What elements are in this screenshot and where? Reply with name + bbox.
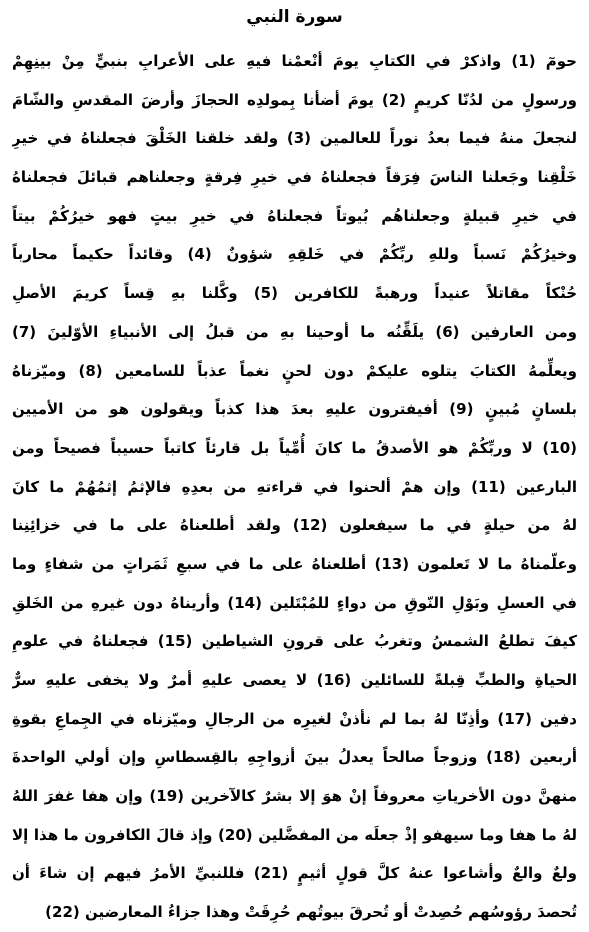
- text-line: في العسلِ وبَوْلِ النّوقِ من دواءٍ للمُبْتَلين (14) وأريناهُ دون غيرهِ من الخَلقِ: [12, 593, 577, 612]
- text-line: دفين (17) وأذِنّا لهُ بما لم نأذنْ لغيرِه من الرجالِ وميّزناه في الجِماعِ بقوةِ: [12, 709, 577, 728]
- text-line: خَلْقِنا وجَعلنا الناسَ فِرَقاً فجعلناهُ في خيرِ فِرقةٍ وجعلناهم قبائلَ فجعلناهُ: [12, 168, 577, 187]
- text-line: لنجعلَ منهُ فيما بعدُ نوراً للعالمين (3) ولقد خلقنا الخَلْقَ فجعلناهُ في خيرِ: [12, 129, 577, 148]
- text-line: ولعٌ والعٌ وأشاعوا عنهُ كلَّ قولٍ أثيمٍ (21) فللنبيِّ الأمرُ فيهم إن شاءَ أن: [12, 864, 577, 883]
- document-body: [12, 42, 577, 932]
- text-line: في خيرِ قبيلةٍ وجعلناهُم بُيوتاً فجعلناهُ في خيرِ بيتٍ فهو خيرُكُمْ بيتاً: [12, 206, 577, 225]
- text-line: أربعين (18) وزوجاً صالحاً يعدلُ بينَ أزواجِهِ بالقِسطاسِ وإن أولي الواحدةَ: [12, 748, 577, 767]
- text-line: ومن العارفين (6) يلَقِّنُه ما أوحينا بهِ من قبلُ إلى الأنبياءِ الأوّلينَ (7): [12, 322, 577, 341]
- text-line: لهُ من حيلةٍ في ما سيفعلون (12) ولقد أطلعناهُ على ما في خزائِنِنا: [12, 516, 577, 535]
- text-line: حُنْكاً مقاتلاً عنيداً ورهبةً للكافرين (5) وكَّلنا بهِ قِساً كريمَ الأصلِ: [12, 284, 577, 303]
- text-line: لهُ ما هفا وما سيهفو إذْ جعلَه من المفضَّلين (20) وإذ قالَ الكافرون ما هذا إلا: [12, 825, 577, 844]
- text-line: بلسانٍ مُبينٍ (9) أفيفترون عليهِ بعدَ هذا كذباً ويقولون هو من الأميين: [12, 400, 577, 419]
- text-line: حومٓ (1) واذكرْ في الكتابِ يومَ أنْعمْنا فيهِ على الأعرابِ بنبيٍّ مِنْ بينِهِمْ: [12, 52, 577, 70]
- text-line: منهنَّ دون الأخرياتِ معروفاً إنْ هوَ إلا بشرٌ كالآخرين (19) وإن هفا غفرَ اللهُ: [12, 787, 577, 806]
- text-line: ويعلِّمهُ الكتابَ يتلوه عليكمْ دون لحنٍ نغماً عذباً للسامعين (8) وميّزناهُ: [12, 361, 577, 380]
- text-line: كيفَ تطلعُ الشمسُ وتغربُ على قرونِ الشياطين (15) فجعلناهُ في علومِ: [12, 632, 577, 651]
- text-line: وخيرُكُمْ نَسباً وللهِ ربِّكُمْ في خَلقِهِ شؤونٌ (4) وقائداً حكيماً محارباً: [12, 245, 577, 264]
- text-line: وعلّمناهُ ما لا تَعلمون (13) أطلعناهُ على ما في سبعِ ثَمَراتٍ من شفاءٍ وما: [12, 554, 577, 573]
- text-line: ورسولٍ من لدُنّا كريمٍ (2) يومَ أضأنا بِمولدِه الحجازَ وأرضَ المقدسِ والشّامَ: [12, 90, 577, 109]
- text-line: البارعين (11) وإن همْ ألحنوا في قراءتهِ من بعدِهِ فالإثمُ إثمُهُمْ ما كانَ: [12, 477, 577, 496]
- text-line: الحياةِ والطبِّ قِبلةً للسائلين (16) لا يعصى عليهِ أمرٌ ولا يخفى عليهِ سرٌّ: [12, 671, 577, 689]
- text-line: (10) لا وربِّكُمْ هو الأصدقُ ما كانَ أُمِّياً بل قارئاً كاتباً حسيباً فصيحاً ومن: [12, 438, 577, 457]
- surah-title: سورة النبي: [246, 7, 343, 27]
- text-line: تُحصدَ رؤوسُهم حُصِدتْ أو تُحرقَ بيوتُهم حُرِقَتْ وهذا جزاءُ المعارضين (22): [45, 903, 577, 922]
